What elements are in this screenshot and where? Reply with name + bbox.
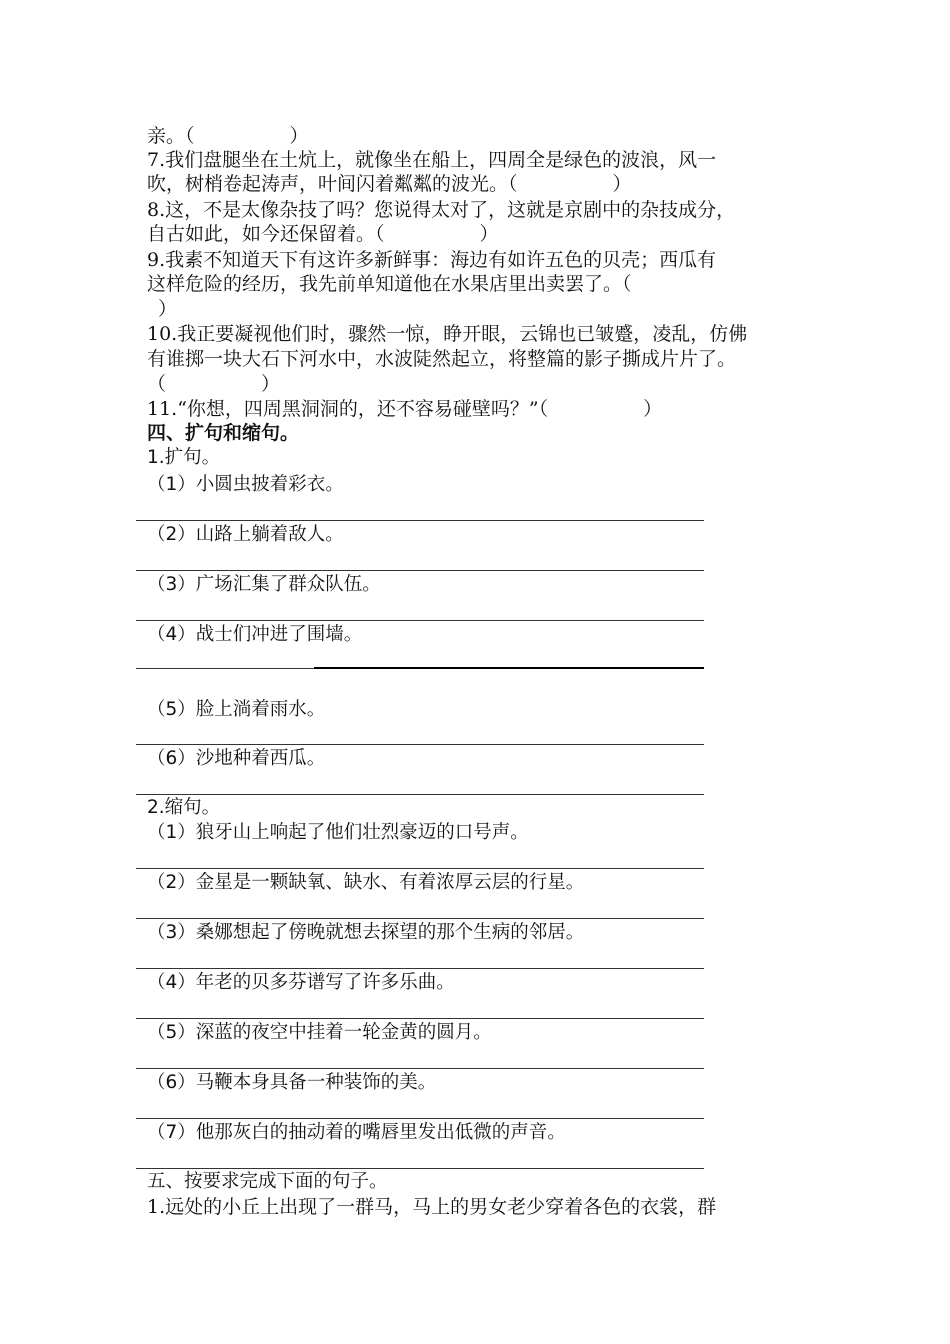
answer-line[interactable] <box>136 794 704 795</box>
question-9-line-3: ） <box>158 298 178 320</box>
answer-line[interactable] <box>136 918 704 919</box>
answer-line[interactable] <box>136 1018 704 1019</box>
question-10-line-1: 10.我正要凝视他们时，骤然一惊，睁开眼，云锦也已皱蹙，凌乱，仿佛 <box>147 323 748 345</box>
answer-line[interactable] <box>136 868 704 869</box>
question-8-line-1: 8.这，不是太像杂技了吗？您说得太对了，这就是京剧中的杂技成分， <box>147 199 736 221</box>
question-11: 11.“你想，四周黑洞洞的，还不容易碰壁吗？”（ ） <box>147 398 663 420</box>
shrink-title: 2.缩句。 <box>147 797 221 818</box>
expand-item-3: （3）广场汇集了群众队伍。 <box>147 574 381 595</box>
answer-line[interactable] <box>136 1118 704 1119</box>
question-6-tail: 亲。（ ） <box>147 125 309 147</box>
answer-line[interactable] <box>136 968 704 969</box>
shrink-item-6: （6）马鞭本身具备一种装饰的美。 <box>147 1072 437 1093</box>
expand-title: 1.扩句。 <box>147 447 221 468</box>
question-10-line-3: （ ） <box>147 373 281 395</box>
section-5-question-1: 1.远处的小丘上出现了一群马，马上的男女老少穿着各色的衣裳，群 <box>147 1196 717 1218</box>
expand-item-5: （5）脸上淌着雨水。 <box>147 699 326 720</box>
shrink-item-5: （5）深蓝的夜空中挂着一轮金黄的圆月。 <box>147 1022 492 1043</box>
section-5-heading: 五、按要求完成下面的句子。 <box>147 1171 388 1192</box>
answer-line[interactable] <box>314 667 704 669</box>
answer-line[interactable] <box>136 620 704 621</box>
answer-line[interactable] <box>136 744 704 745</box>
answer-line[interactable] <box>136 668 314 669</box>
shrink-item-7: （7）他那灰白的抽动着的嘴唇里发出低微的声音。 <box>147 1122 566 1143</box>
expand-item-6: （6）沙地种着西瓜。 <box>147 748 326 769</box>
shrink-item-2: （2）金星是一颗缺氧、缺水、有着浓厚云层的行星。 <box>147 872 585 893</box>
answer-line[interactable] <box>136 570 704 571</box>
expand-item-2: （2）山路上躺着敌人。 <box>147 524 344 545</box>
expand-item-1: （1）小圆虫披着彩衣。 <box>147 474 344 495</box>
shrink-item-4: （4）年老的贝多芬谱写了许多乐曲。 <box>147 972 455 993</box>
section-4-heading: 四、扩句和缩句。 <box>147 422 300 444</box>
question-9-line-2: 这样危险的经历，我先前单知道他在水果店里出卖罢了。（ <box>147 273 632 295</box>
shrink-item-1: （1）狼牙山上响起了他们壮烈豪迈的口号声。 <box>147 822 529 843</box>
question-8-line-2: 自古如此，如今还保留着。（ ） <box>147 223 499 245</box>
question-10-line-2: 有谁掷一块大石下河水中，水波陡然起立，将整篇的影子撕成片片了。 <box>147 348 737 370</box>
question-7-line-1: 7.我们盘腿坐在土炕上，就像坐在船上，四周全是绿色的波浪，风一 <box>147 149 717 171</box>
expand-item-4: （4）战士们冲进了围墙。 <box>147 624 363 645</box>
shrink-item-3: （3）桑娜想起了傍晚就想去探望的那个生病的邻居。 <box>147 922 585 943</box>
answer-line[interactable] <box>136 520 704 521</box>
question-7-line-2: 吹，树梢卷起涛声，叶间闪着粼粼的波光。（ ） <box>147 173 632 195</box>
answer-line[interactable] <box>136 1068 704 1069</box>
answer-line[interactable] <box>136 1168 704 1169</box>
question-9-line-1: 9.我素不知道天下有这许多新鲜事：海边有如许五色的贝壳；西瓜有 <box>147 249 717 271</box>
